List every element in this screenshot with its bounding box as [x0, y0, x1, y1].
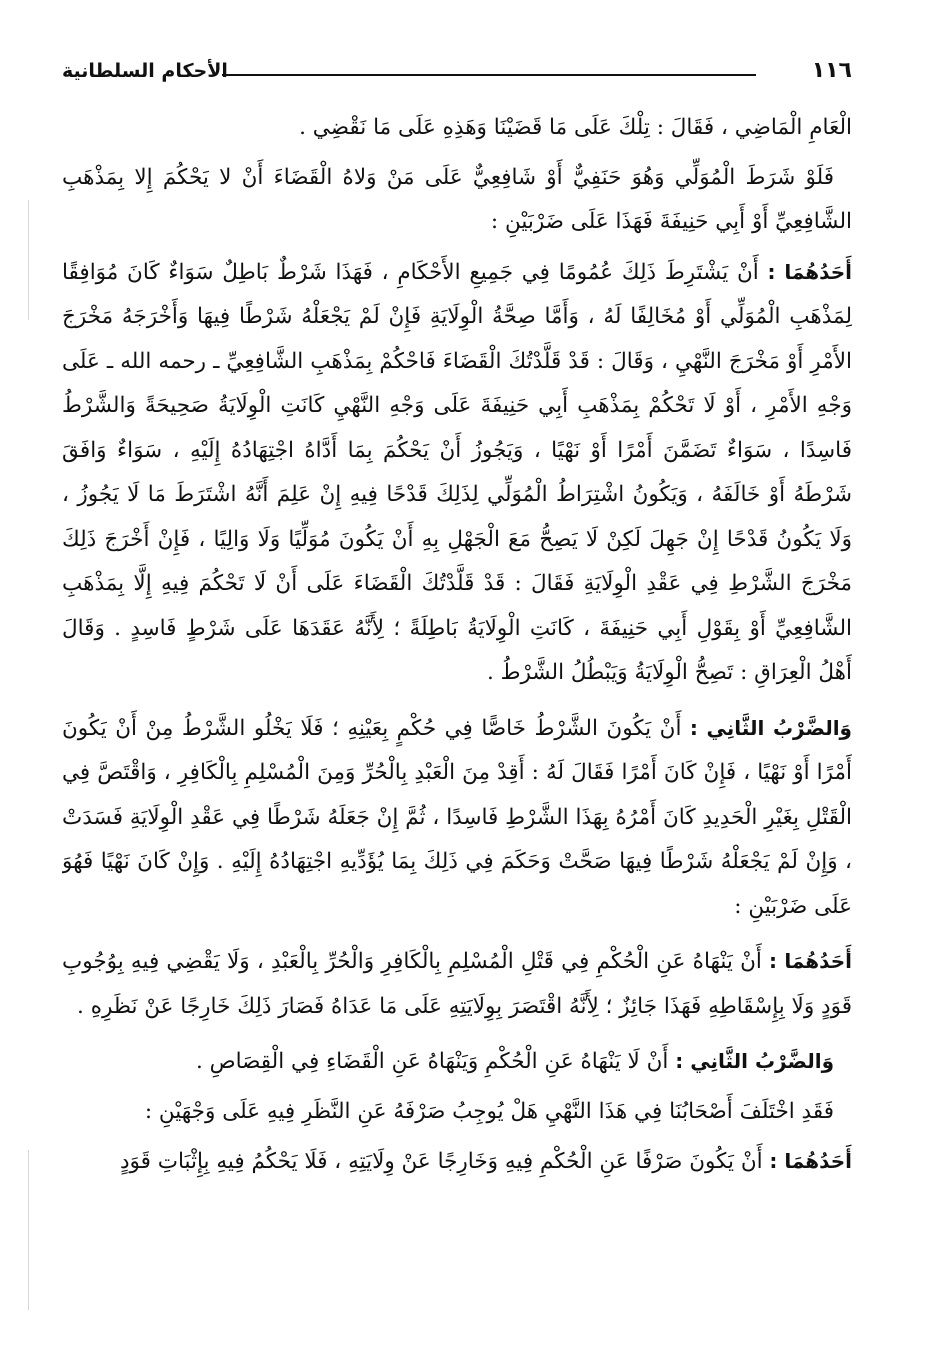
paragraph-text: أَنْ يَكُونَ صَرْفًا عَنِ الْحُكْمِ فِيهِ وَخَارِجًا عَنْ وِلَايَتِهِ ، فَلَا يَحْكُمُ فِيهِ بِإِثْبَاتِ قَوَدٍ: [119, 1149, 763, 1174]
book-page: [62, 58, 852, 1348]
running-head: [62, 58, 852, 98]
paragraph-2: [62, 156, 852, 245]
header-rule: [222, 74, 756, 76]
paragraph-lead: وَالضَّرْبُ الثَّانِي :: [675, 1049, 834, 1073]
paragraph-text: أَنْ يَكُونَ الشَّرْطُ خَاصًّا فِي حُكْمٍ بِعَيْنِهِ ؛ فَلَا يَخْلُو الشَّرْطُ مِنْ أَنْ يَكُونَ أَمْرًا أَوْ نَهْيًا ، فَإِنْ كَانَ أَمْرًا فَقَالَ لَهُ : أَقِدْ مِنَ الْعَبْدِ بِالْحُرِّ وَمِنَ الْمُسْلِمِ بِالْكَافِرِ ، وَاقْتَصَّ فِي الْقَتْلِ بِغَيْرِ الْحَدِيدِ كَانَ أَمْرُهُ بِهَذَا الشَّرْطِ فَاسِدًا ، ثُمَّ إِنْ جَعَلَهُ شَرْطًا فِي عَقْدِ الْوِلَايَةِ فَسَدَتْ ، وَإِنْ لَمْ يَجْعَلْهُ شَرْطًا فِيهَا صَحَّتْ وَحَكَمَ فِي ذَلِكَ بِمَا يُؤَدِّيهِ اجْتِهَادُهُ إِلَيْهِ . وَإِنْ كَانَ نَهْيًا فَهُوَ عَلَى ضَرْبَيْنِ :: [62, 715, 852, 919]
paragraph-lead: وَالضَّرْبُ الثَّانِي :: [689, 715, 852, 740]
paragraph-text: أَنْ يَنْهَاهُ عَنِ الْحُكْمِ فِي قَتْلِ الْمُسْلِمِ بِالْكَافِرِ وَالْحُرِّ بِالْعَبْدِ ، وَلَا يَقْضِي فِيهِ بِوُجُوبِ قَوَدٍ وَلَا بِإِسْقَاطِهِ فَهَذَا جَائِزٌ ؛ لِأَنَّهُ اقْتَصَرَ بِوِلَايَتِهِ عَلَى مَا عَدَاهُ فَصَارَ ذَلِكَ خَارِجًا عَنْ نَظَرِهِ .: [62, 949, 852, 1019]
paragraph-lead: أَحَدُهُمَا :: [767, 259, 852, 284]
paragraph-1: [62, 106, 852, 151]
paragraph-text: فَقَدِ اخْتَلَفَ أَصْحَابُنَا فِي هَذَا النَّهْيِ هَلْ يُوجِبُ صَرْفَهُ عَنِ النَّظَرِ فِيهِ عَلَى وَجْهَيْنِ :: [144, 1098, 834, 1124]
paragraph-6: [62, 1039, 852, 1085]
paragraph-7: [62, 1090, 852, 1135]
paragraph-text: أَنْ يَشْتَرِطَ ذَلِكَ عُمُومًا فِي جَمِيعِ الأَحْكَامِ ، فَهَذَا شَرْطٌ بَاطِلٌ سَوَاءٌ كَانَ مُوَافِقًا لِمَذْهَبِ الْمُوَلِّي أَوْ مُخَالِفًا لَهُ ، وَأَمَّا صِحَّةُ الْوِلَايَةِ فَإِنْ لَمْ يَجْعَلْهُ شَرْطًا فِيهَا وَأَخْرَجَهُ مَخْرَجَ الأَمْرِ أَوْ مَخْرَجَ النَّهْيِ ، وَقَالَ : قَدْ قَلَّدْتُكَ الْقَضَاءَ فَاحْكُمْ بِمَذْهَبِ الشَّافِعِيِّ ـ رحمه الله ـ عَلَى وَجْهِ الأَمْرِ ، أَوْ لَا تَحْكُمْ بِمَذْهَبِ أَبِي حَنِيفَةَ عَلَى وَجْهِ النَّهْيِ كَانَتِ الْوِلَايَةُ صَحِيحَةً وَالشَّرْطُ فَاسِدًا ، سَوَاءٌ تَضَمَّنَ أَمْرًا أَوْ نَهْيًا ، وَيَجُوزُ أَنْ يَحْكُمَ بِمَا أَدَّاهُ اجْتِهَادُهُ إِلَيْهِ ، سَوَاءٌ وَافَقَ شَرْطَهُ أَوْ خَالَفَهُ ، وَيَكُونُ اشْتِرَاطُ الْمُوَلِّي لِذَلِكَ قَدْحًا فِيهِ إِنْ عَلِمَ أَنَّهُ اشْتَرَطَ مَا لَا يَجُوزُ ، وَلَا يَكُونُ قَدْحًا إِنْ جَهِلَ لَكِنْ لَا يَصِحُّ مَعَ الْجَهْلِ بِهِ أَنْ يَكُونَ مُوَلِّيًا وَلَا وَالِيًا ، فَإِنْ أَخْرَجَ ذَلِكَ مَخْرَجَ الشَّرْطِ فِي عَقْدِ الْوِلَايَةِ فَقَالَ : قَدْ قَلَّدْتُكَ الْقَضَاءَ عَلَى أَنْ لَا تَحْكُمَ فِيهِ إِلَّا بِمَذْهَبِ الشَّافِعِيِّ أَوْ بِقَوْلِ أَبِي حَنِيفَةَ ، كَانَتِ الْوِلَايَةُ بَاطِلَةً ؛ لِأَنَّهُ عَقَدَهَا عَلَى شَرْطٍ فَاسِدٍ . وَقَالَ أَهْلُ الْعِرَاقِ : تَصِحُّ الْوِلَايَةُ وَيَبْطُلُ الشَّرْطُ .: [62, 259, 852, 685]
body-text: [62, 106, 852, 1185]
paragraph-text: فَلَوْ شَرَطَ الْمُوَلِّي وَهُوَ حَنَفِيٌّ أَوْ شَافِعِيٌّ عَلَى مَنْ وَلاهُ الْقَضَاءَ أَنْ لا يَحْكُمَ إِلا بِمَذْهَبِ الشَّافِعِيِّ أَوْ أَبِي حَنِيفَةَ فَهَذَا عَلَى ضَرْبَيْنِ :: [62, 164, 852, 234]
paragraph-lead: أَحَدُهُمَا :: [769, 1149, 852, 1173]
paragraph-5: [62, 939, 852, 1029]
paragraph-lead: أَحَدُهُمَا :: [769, 949, 852, 973]
paragraph-4: [62, 706, 852, 930]
page-number: ١١٦: [811, 58, 852, 83]
paragraph-3: [62, 250, 852, 696]
book-title: الأحكام السلطانية: [62, 60, 228, 82]
paragraph-8: [62, 1139, 852, 1185]
gutter-mark-bottom: [28, 1150, 29, 1310]
gutter-mark-top: [28, 200, 29, 320]
paragraph-text: الْعَامِ الْمَاضِي ، فَقَالَ : تِلْكَ عَلَى مَا قَضَيْنَا وَهَذِهِ عَلَى مَا نَقْضِي .: [299, 115, 852, 140]
paragraph-text: أَنْ لَا يَنْهَاهُ عَنِ الْحُكْمِ وَيَنْهَاهُ عَنِ الْقَضَاءِ فِي الْقِصَاصِ .: [195, 1049, 669, 1074]
